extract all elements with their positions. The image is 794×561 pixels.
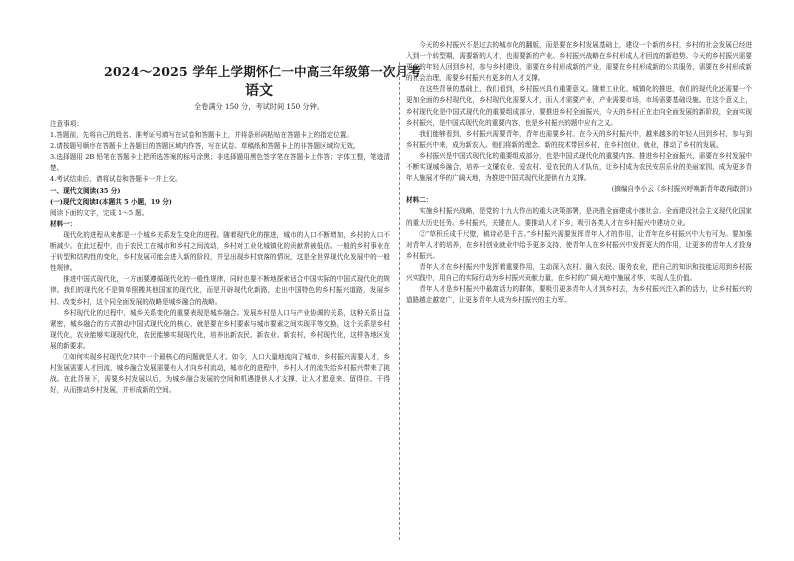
passage-paragraph: 乡村振兴是中国式现代化的重要组成部分，也是中国式现代化的重要内容。推进乡村全面振兴，需要在乡村发展中不断实现城乡融合，培养一支懂农业、爱农村、爱农民的人才队伍，让乡村成为农民安居乐业的美丽家园，成为更多青年人施展才华的广阔天地，为推进中国式现代化提供有力支撑。 bbox=[406, 151, 752, 183]
source-citation: (摘编自李小云《乡村振兴呼唤新青年敢闯敢拼》) bbox=[611, 185, 752, 194]
material-1-label: 材料一： bbox=[50, 219, 77, 228]
passage-paragraph: 实施乡村振兴战略，是党的十九大作出的重大决策部署，是决胜全面建成小康社会、全面建设社会主义现代化国家的重大历史任务。乡村振兴，关键在人。要推动人才下乡，吸引各类人才在乡村振兴中建功立业。 bbox=[406, 207, 752, 227]
passage-paragraph-underlined: ②“草积丘成千尺壁，稿诗必是千古。”乡村振兴需要发挥青年人才的作用，让青年在乡村振兴中大有可为。要加强对青年人才的培养，在乡村创业就业中给予更多支持，使青年人在乡村振兴中发挥更大的作用，让更多的青年人才投身乡村振兴。 bbox=[406, 229, 752, 260]
passage-paragraph: 在这些背景的基础上，我们看到，乡村振兴具有重要意义。随着工业化、城镇化的推进，我们的现代化还需要一个更加全面的乡村现代化，乡村现代化需要人才，而人才需要产业，产业需要市场，市场需要基础设施。在这个意义上，乡村现代化是中国式现代化的重要组成部分，要推进乡村全面振兴，今天的乡村正在走向全面发展的新阶段，全面实现乡村振兴，是中国式现代化的重要内容，也是乡村振兴的题中应有之义。 bbox=[406, 85, 752, 127]
note-item-2: 2.请按题号顺序在答题卡上各题目的答题区域内作答，写在试卷、草稿纸和答题卡上的非答题区域均无效。 bbox=[50, 142, 360, 151]
instruction-text: 阅读下面的文字，完成 1～5 题。 bbox=[50, 208, 149, 217]
column-divider bbox=[399, 62, 400, 540]
notes-heading: 注意事项： bbox=[50, 120, 83, 128]
passage-paragraph: 青年人才是乡村振兴中最富活力的群体，要吸引更多青年人才到乡村去，为乡村振兴注入新的活力，让乡村振兴的道路越走越宽广，让更多青年人成为乡村振兴的主力军。 bbox=[406, 285, 752, 305]
section-heading: 一、现代文阅读(35 分) bbox=[50, 186, 121, 195]
score-line: 全卷满分 150 分，考试时间 150 分钟。 bbox=[193, 102, 324, 111]
right-column bbox=[402, 0, 754, 561]
note-item-3: 3.选择题用 2B 铅笔在答题卡上把所选答案的标号涂黑；非选择题用黑色签字笔在答题卡上作答；字体工整，笔迹清楚。 bbox=[50, 153, 390, 173]
exam-title: 2024～2025 学年上学期怀仁一中高三年级第一次月考 bbox=[104, 64, 422, 79]
notes-block bbox=[50, 119, 390, 396]
subject-title: 语文 bbox=[245, 83, 273, 99]
material-2-label: 材料二： bbox=[406, 196, 433, 205]
right-passage-top bbox=[406, 40, 752, 306]
passage-paragraph: 今天的乡村振兴不是过去的城市化的翻版，而是要在乡村发展基础上，建设一个新的乡村，乡村的社会发展已经进入到一个转型期，需要新的人才，也需要新的产业。乡村振兴战略在乡村形成人才回流的新趋势。今天的乡村振兴需要更多的年轻人回到乡村，参与乡村建设，需要在乡村形成新的产业，需要在乡村形成新的公共服务，需要在乡村形成新的社会治理，需要乡村振兴有更多的人才支撑。 bbox=[406, 41, 752, 83]
passage-paragraph-underlined: ①如何实现乡村现代化?其中一个最核心的问题就是人才。如今，人口大量地流向了城市，乡村振兴需要人才，乡村发展需要人才回流，城乡融合发展需要有人才向乡村流动，城市化的进程中，乡村人才的流失给乡村振兴带来了挑战。在此背景下，需要乡村发展以后，为城乡融合发展的空间和机遇提供人才支撑，让人才愿意来、留得住、干得好，从而推动乡村发展，并形成新的空间。 bbox=[50, 352, 390, 395]
passage-paragraph: 乡村现代化的过程中，城乡关系变化的重要表现是城乡融合。发展乡村是人口与产业协调的关系，这种关系日益紧密，城乡融合的方式推动中国式现代化的核心，就是要在乡村要素与城市要素之间实现平等交换，这个关系是乡村现代化，农业能够实现现代化，农民能够实现现代化，培养出新农民、新农业、新农村，乡村现代化，这样各地区发展的新要求。 bbox=[50, 308, 390, 350]
passage-paragraph: 我们能够看到，乡村振兴需要青年，青年也需要乡村。在今天的乡村振兴中，越来越多的年轻人回到乡村，参与到乡村振兴中来，成为新农人。他们将新的理念、新的技术带回乡村，在乡村创业、就业，推动了乡村的发展。 bbox=[406, 129, 752, 149]
section-subheading: (一)现代文阅读Ⅰ(本题共 5 小题，19 分) bbox=[50, 197, 172, 206]
passage-paragraph: 现代化的进程从来都是一个城乡关系发生变化的进程。随着现代化的推进，城市的人口不断增加，乡村的人口不断减少。在此过程中，由于农民工在城市和乡村之间流动，乡村对工业化城镇化的贡献常被低估。一般的乡村事业在于转型和结构性的变化，乡村发展可能会进入新的阶段，并呈出现乡村衰落的情况，这是全世界现代化发展中的一般性规律。 bbox=[50, 230, 390, 273]
passage-paragraph: 青年人才在乡村振兴中发挥着重要作用，主动深入农村、融入农民、服务农业，把自己的知识和技能运用到乡村振兴实践中，用自己的实际行动为乡村振兴贡献力量，在乡村的广阔天地中施展才华，实现人生价值。 bbox=[406, 262, 752, 282]
note-item-1: 1.答题前，先将自己的姓名、准考证号填写在试卷和答题卡上，并将条形码粘贴在答题卡上的指定位置。 bbox=[50, 131, 354, 140]
note-item-4: 4.考试结束后，请将试卷和答题卡一并上交。 bbox=[50, 175, 182, 184]
passage-paragraph: 推进中国式现代化，一方面要遵循现代化的一般性规律，同时也要不断地探索适合中国实际的中国式现代化的规律。我们的现代化不是简单照搬其他国家的现代化，而是开辟现代化新路，走出中国特色的乡村振兴道路，发展乡村、改变乡村，这个同全面发展的战略是城乡融合的战略。 bbox=[50, 275, 390, 306]
